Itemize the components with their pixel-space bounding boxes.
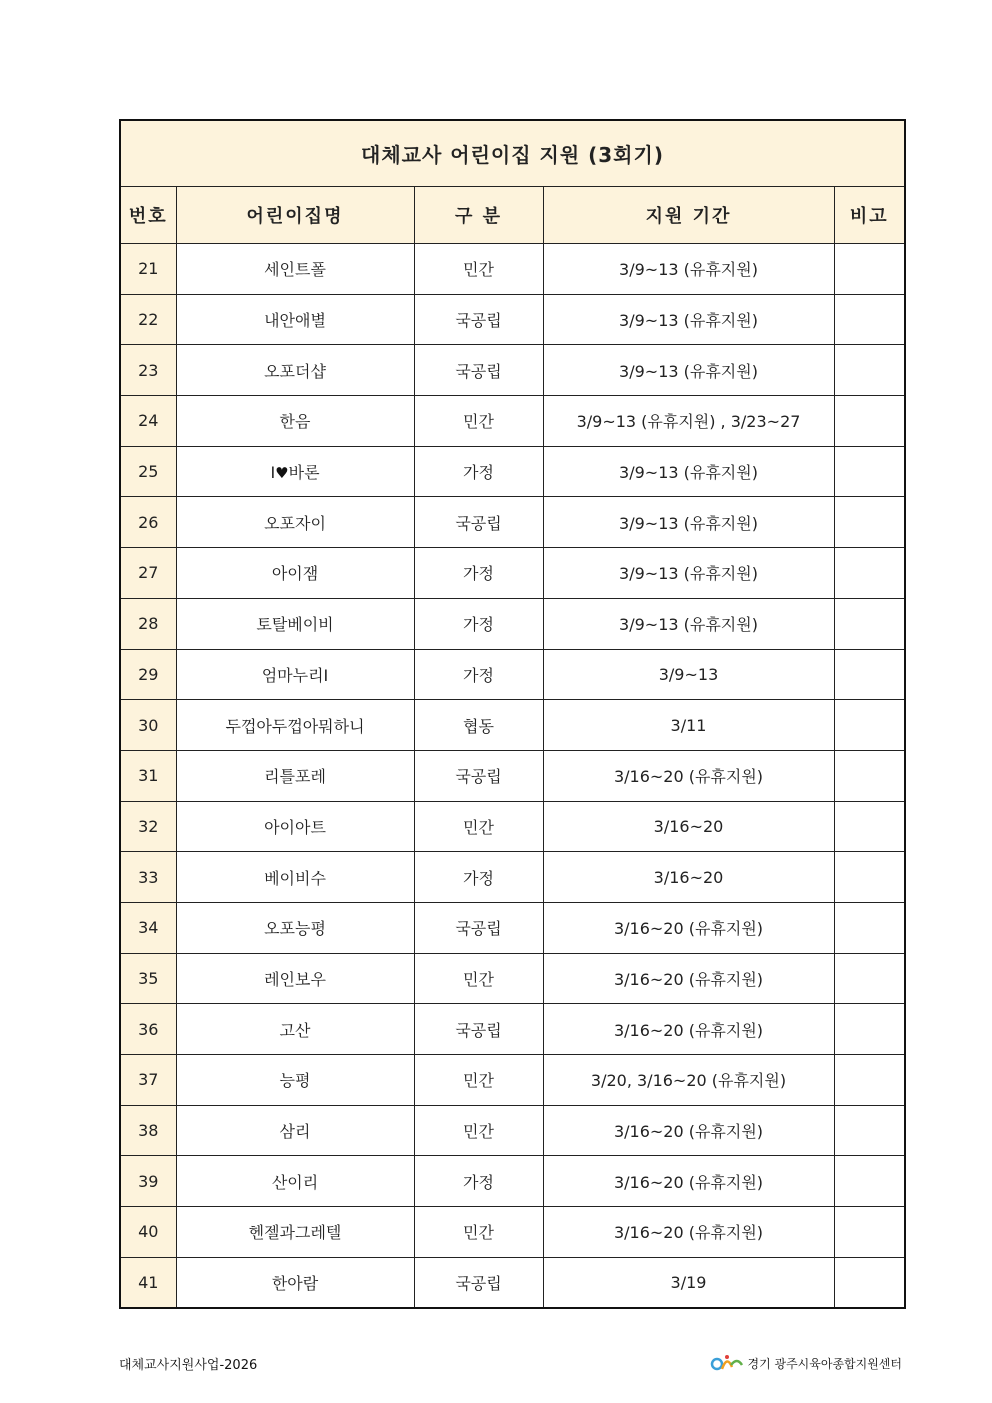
center-logo-icon <box>710 1353 744 1373</box>
row-note <box>834 953 905 1004</box>
row-period: 3/9~13 (유휴지원) , 3/23~27 <box>543 396 834 447</box>
row-name: 능평 <box>176 1055 414 1106</box>
table-row <box>120 700 905 751</box>
row-name: 오포더샵 <box>176 345 414 396</box>
row-number: 25 <box>120 446 176 497</box>
table-row <box>120 852 905 903</box>
row-type: 민간 <box>414 953 543 1004</box>
row-note <box>834 244 905 295</box>
row-note <box>834 598 905 649</box>
row-period: 3/16~20 (유휴지원) <box>543 1207 834 1258</box>
row-number: 27 <box>120 548 176 599</box>
row-note <box>834 1257 905 1308</box>
row-type: 민간 <box>414 1207 543 1258</box>
row-note <box>834 497 905 548</box>
header-note: 비고 <box>834 187 905 244</box>
row-period: 3/20, 3/16~20 (유휴지원) <box>543 1055 834 1106</box>
row-number: 24 <box>120 396 176 447</box>
row-period: 3/9~13 (유휴지원) <box>543 598 834 649</box>
row-note <box>834 294 905 345</box>
row-period: 3/16~20 (유휴지원) <box>543 902 834 953</box>
row-name: 오포자이 <box>176 497 414 548</box>
table-row <box>120 1004 905 1055</box>
row-name: 베이비수 <box>176 852 414 903</box>
row-type: 가정 <box>414 548 543 599</box>
row-number: 26 <box>120 497 176 548</box>
row-note <box>834 548 905 599</box>
header-type: 구 분 <box>414 187 543 244</box>
row-note <box>834 1105 905 1156</box>
row-name: 내안애별 <box>176 294 414 345</box>
row-note <box>834 852 905 903</box>
row-name: 한음 <box>176 396 414 447</box>
row-name: 오포능평 <box>176 902 414 953</box>
row-name: 아이아트 <box>176 801 414 852</box>
table-row <box>120 345 905 396</box>
row-name: 엄마누리I <box>176 649 414 700</box>
row-period: 3/19 <box>543 1257 834 1308</box>
row-number: 30 <box>120 700 176 751</box>
row-name: 아이잼 <box>176 548 414 599</box>
row-number: 39 <box>120 1156 176 1207</box>
row-type: 가정 <box>414 598 543 649</box>
row-number: 32 <box>120 801 176 852</box>
row-note <box>834 396 905 447</box>
row-period: 3/9~13 (유휴지원) <box>543 345 834 396</box>
row-type: 가정 <box>414 649 543 700</box>
table-row <box>120 750 905 801</box>
row-number: 40 <box>120 1207 176 1258</box>
row-name-suffix: 바론 <box>288 463 320 483</box>
row-name: 토탈베이비 <box>176 598 414 649</box>
row-note <box>834 1156 905 1207</box>
row-name-prefix: I <box>270 463 276 483</box>
table-row <box>120 396 905 447</box>
row-period: 3/16~20 (유휴지원) <box>543 953 834 1004</box>
row-name: 리틀포레 <box>176 750 414 801</box>
row-period: 3/9~13 (유휴지원) <box>543 446 834 497</box>
row-type: 가정 <box>414 1156 543 1207</box>
row-number: 36 <box>120 1004 176 1055</box>
row-note <box>834 649 905 700</box>
row-type: 민간 <box>414 396 543 447</box>
row-note <box>834 700 905 751</box>
row-note <box>834 750 905 801</box>
footer-center-label: 경기 광주시육아종합지원센터 <box>747 1356 902 1371</box>
row-period: 3/9~13 <box>543 649 834 700</box>
row-number: 29 <box>120 649 176 700</box>
footer-program: 대체교사지원사업-2026 <box>119 1358 258 1373</box>
row-type: 민간 <box>414 1105 543 1156</box>
row-period: 3/9~13 (유휴지원) <box>543 294 834 345</box>
row-name: 고산 <box>176 1004 414 1055</box>
footer-center <box>710 1353 902 1373</box>
row-number: 31 <box>120 750 176 801</box>
row-period: 3/16~20 (유휴지원) <box>543 1156 834 1207</box>
row-name: 한아람 <box>176 1257 414 1308</box>
heart-icon: ♥ <box>275 464 289 483</box>
row-type: 국공립 <box>414 497 543 548</box>
table-row <box>120 244 905 295</box>
row-note <box>834 801 905 852</box>
row-note <box>834 902 905 953</box>
table-row <box>120 446 905 497</box>
row-number: 37 <box>120 1055 176 1106</box>
row-number: 35 <box>120 953 176 1004</box>
row-period: 3/9~13 (유휴지원) <box>543 244 834 295</box>
row-note <box>834 1004 905 1055</box>
row-period: 3/11 <box>543 700 834 751</box>
table-row <box>120 902 905 953</box>
table-row <box>120 1055 905 1106</box>
header-period: 지원 기간 <box>543 187 834 244</box>
table-row <box>120 953 905 1004</box>
row-note <box>834 1055 905 1106</box>
table-row <box>120 1257 905 1308</box>
row-type: 민간 <box>414 244 543 295</box>
row-period: 3/16~20 <box>543 852 834 903</box>
row-period: 3/16~20 <box>543 801 834 852</box>
row-type: 민간 <box>414 801 543 852</box>
row-period: 3/16~20 (유휴지원) <box>543 1004 834 1055</box>
table-row <box>120 1156 905 1207</box>
header-number: 번호 <box>120 187 176 244</box>
row-type: 가정 <box>414 446 543 497</box>
row-type: 국공립 <box>414 1004 543 1055</box>
row-type: 국공립 <box>414 294 543 345</box>
row-number: 33 <box>120 852 176 903</box>
row-type: 가정 <box>414 852 543 903</box>
row-name: 산이리 <box>176 1156 414 1207</box>
table-row <box>120 548 905 599</box>
table-row <box>120 294 905 345</box>
row-note <box>834 446 905 497</box>
row-type: 국공립 <box>414 1257 543 1308</box>
row-period: 3/9~13 (유휴지원) <box>543 548 834 599</box>
header-name: 어린이집명 <box>176 187 414 244</box>
row-number: 21 <box>120 244 176 295</box>
row-name <box>176 446 414 497</box>
row-number: 28 <box>120 598 176 649</box>
row-period: 3/9~13 (유휴지원) <box>543 497 834 548</box>
row-name: 두껍아두껍아뭐하니 <box>176 700 414 751</box>
table-row <box>120 649 905 700</box>
row-number: 23 <box>120 345 176 396</box>
support-table <box>119 119 906 1309</box>
row-note <box>834 345 905 396</box>
row-type: 국공립 <box>414 902 543 953</box>
row-name: 세인트폴 <box>176 244 414 295</box>
row-period: 3/16~20 (유휴지원) <box>543 1105 834 1156</box>
row-period: 3/16~20 (유휴지원) <box>543 750 834 801</box>
table-row <box>120 1105 905 1156</box>
row-type: 민간 <box>414 1055 543 1106</box>
row-number: 38 <box>120 1105 176 1156</box>
row-name: 삼리 <box>176 1105 414 1156</box>
table-title: 대체교사 어린이집 지원 (3회기) <box>120 120 905 187</box>
row-number: 41 <box>120 1257 176 1308</box>
table-row <box>120 598 905 649</box>
table-row <box>120 497 905 548</box>
table-row <box>120 801 905 852</box>
row-number: 34 <box>120 902 176 953</box>
row-type: 국공립 <box>414 750 543 801</box>
row-note <box>834 1207 905 1258</box>
row-name: 레인보우 <box>176 953 414 1004</box>
row-number: 22 <box>120 294 176 345</box>
row-type: 협동 <box>414 700 543 751</box>
table-row <box>120 1207 905 1258</box>
row-name: 헨젤과그레텔 <box>176 1207 414 1258</box>
row-type: 국공립 <box>414 345 543 396</box>
